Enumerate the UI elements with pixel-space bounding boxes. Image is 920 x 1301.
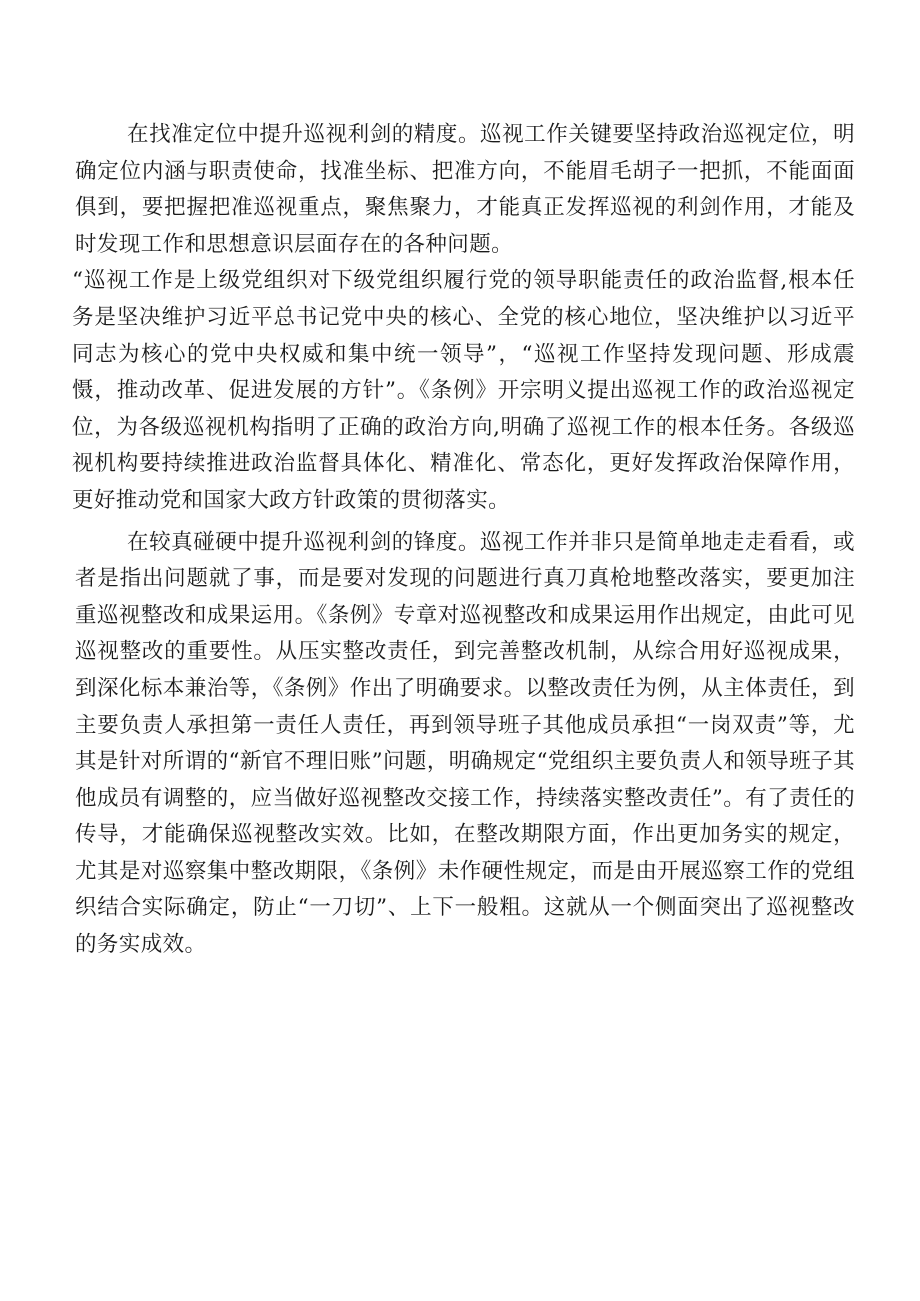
document-body xyxy=(72,117,855,964)
paragraph-rectification: 在较真碰硬中提升巡视利剑的锋度。巡视工作并非只是简单地走走看看，或者是指出问题就了事，而是要对发现的问题进行真刀真枪地整改落实，要更加注重巡视整改和成果运用。《条例》专章对巡视整改和成果运用作出规定，由此可见巡视整改的重要性。从压实整改责任，到完善整改机制，从综合用好巡视成果，到深化标本兼治等，《条例》作出了明确要求。以整改责任为例，从主体责任，到主要负责人承担第一责任人责任，再到领导班子其他成员承担“一岗双责”等，尤其是针对所谓的“新官不理旧账”问题，明确规定“党组织主要负责人和领导班子其他成员有调整的，应当做好巡视整改交接工作，持续落实整改责任”。有了责任的传导，才能确保巡视整改实效。比如，在整改期限方面，作出更加务实的规定，尤其是对巡察集中整改期限，《条例》未作硬性规定，而是由开展巡察工作的党组织结合实际确定，防止“一刀切”、上下一般粗。这就从一个侧面突出了巡视整改的务实成效。 xyxy=(75,529,855,958)
paragraph-political-positioning: 在找准定位中提升巡视利剑的精度。巡视工作关键要坚持政治巡视定位，明确定位内涵与职责使命，找准坐标、把准方向，不能眉毛胡子一把抓，不能面面俱到，要把握把准巡视重点，聚焦聚力，才能真正发挥巡视的利剑作用，才能及时发现工作和思想意识层面存在的各种问题。 xyxy=(75,122,855,257)
paragraph-inspection-definition-quote: “巡视工作是上级党组织对下级党组织履行党的领导职能责任的政治监督,根本任务是坚决维护习近平总书记党中央的核心、全党的核心地位，坚决维护以习近平同志为核心的党中央权威和集中统一领导”，“巡视工作坚持发现问题、形成震慑，推动改革、促进发展的方针”。《条例》开宗明义提出巡视工作的政治巡视定位，为各级巡视机构指明了正确的政治方向,明确了巡视工作的根本任务。各级巡视机构要持续推进政治监督具体化、精准化、常态化，更好发挥政治保障作用，更好推动党和国家大政方针政策的贯彻落实。 xyxy=(72,268,855,513)
